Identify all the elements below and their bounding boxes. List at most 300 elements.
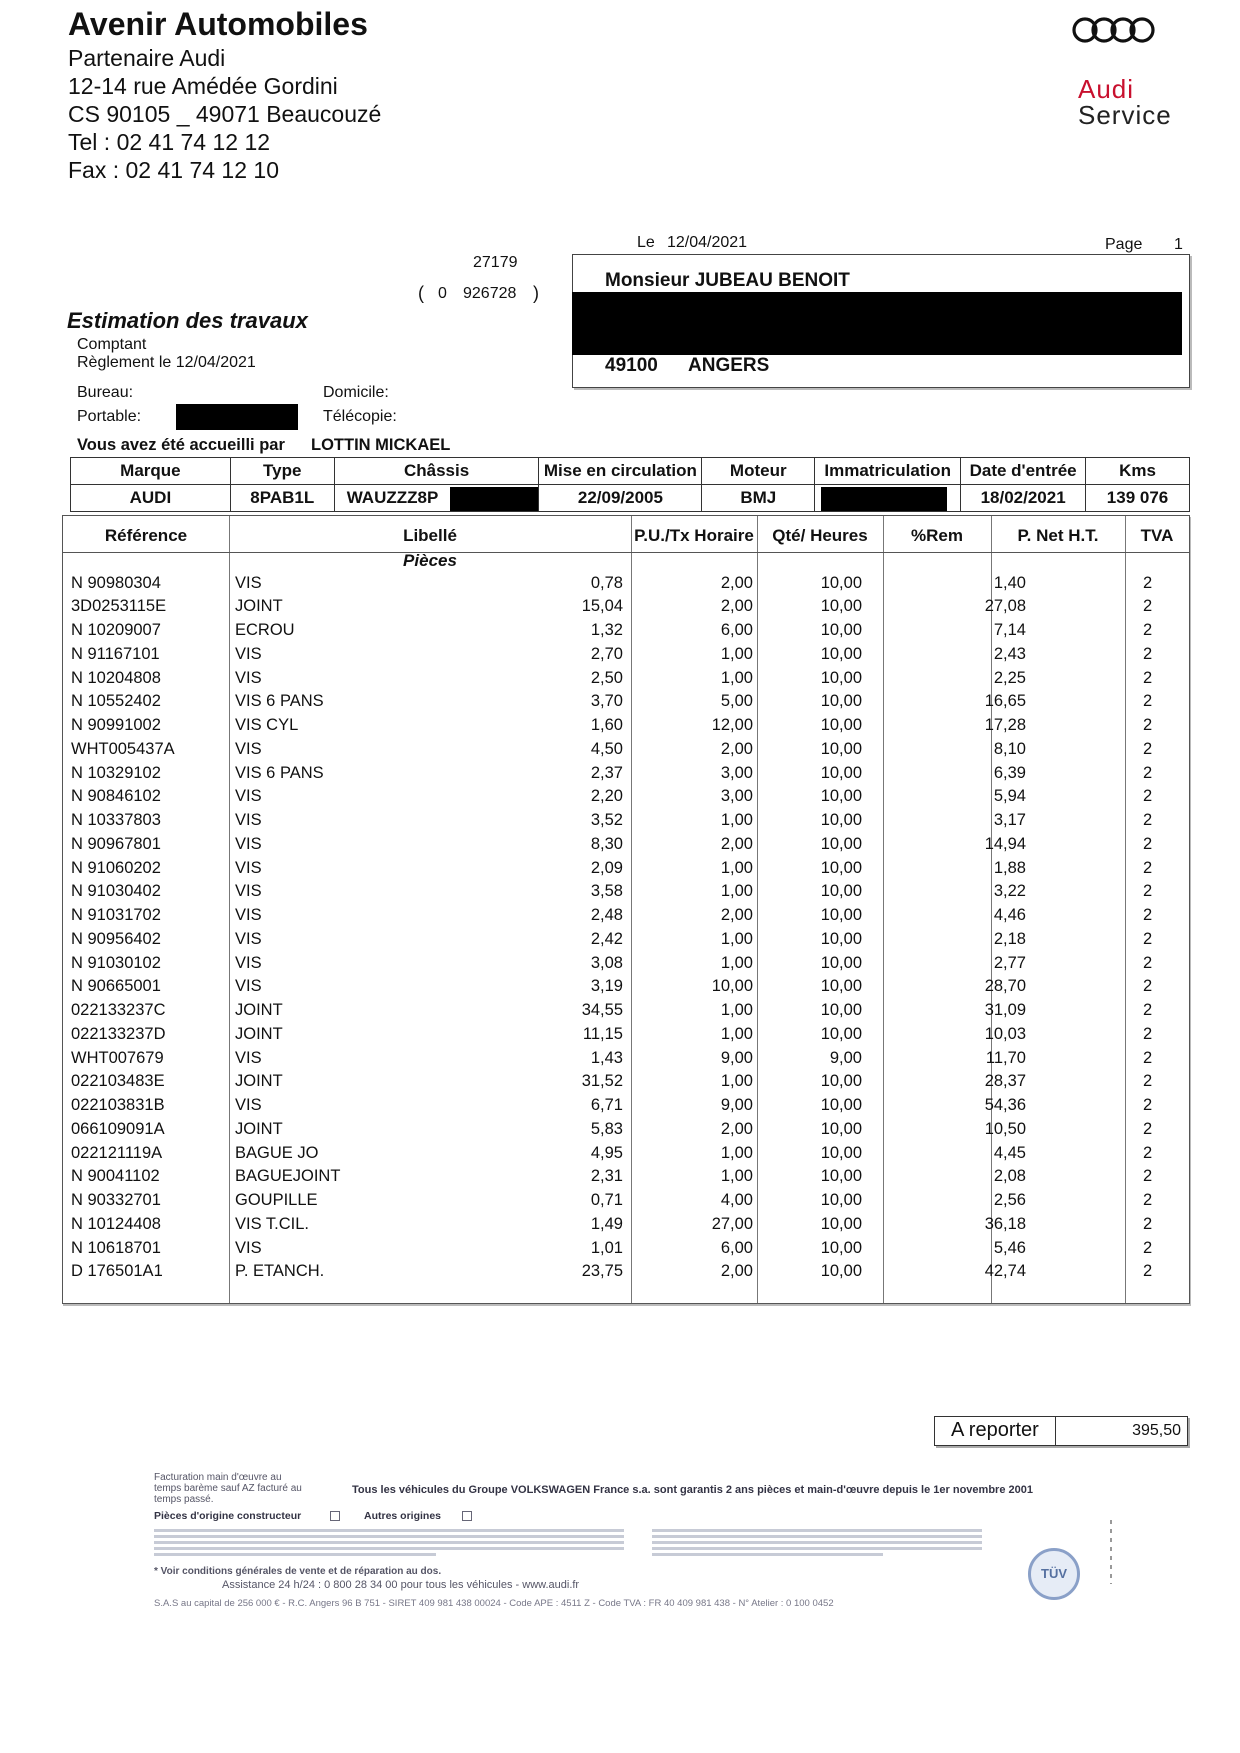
cell-tva: 2 <box>1143 1191 1153 1209</box>
cell-qte: 2,00 <box>720 739 753 758</box>
table-row <box>63 906 1189 930</box>
cell-reference: N 91167101 <box>71 644 160 663</box>
cell-rem: 10,00 <box>820 977 862 996</box>
cell-net: 42,74 <box>984 1262 1026 1281</box>
cell-tva: 2 <box>1143 787 1153 806</box>
table-row <box>63 1049 1189 1073</box>
section-title: Pièces <box>403 551 457 570</box>
client-name: Monsieur JUBEAU BENOIT <box>605 270 850 291</box>
vehicle-header-date-entree: Date d'entrée <box>961 458 1086 485</box>
footer-fine-print-left <box>154 1526 624 1564</box>
cell-tva: 2 <box>1143 716 1153 734</box>
cell-reference: N 10337803 <box>71 811 161 829</box>
vehicle-marque: AUDI <box>71 485 231 512</box>
company-fax: Fax : 02 41 74 12 10 <box>68 157 279 183</box>
company-tel: Tel : 02 41 74 12 12 <box>68 129 271 155</box>
tuv-seal: TÜV <box>1028 1548 1080 1600</box>
cell-libelle: VIS <box>235 1048 262 1067</box>
header-net: P. Net H.T. <box>1017 526 1099 545</box>
cell-pu: 23,75 <box>581 1262 623 1281</box>
cell-rem: 10,00 <box>820 787 862 806</box>
cell-rem: 10,00 <box>820 1238 862 1257</box>
table-row <box>63 574 1189 598</box>
header-rem: %Rem <box>911 526 963 545</box>
vehicle-header-kms: Kms <box>1086 458 1190 485</box>
welcomed-label: Vous avez été accueilli par <box>77 436 285 454</box>
cell-tva: 2 <box>1143 1096 1153 1114</box>
cell-reference: N 90332701 <box>71 1191 161 1209</box>
brand-service: Service <box>1078 100 1172 130</box>
cell-libelle: VIS 6 PANS <box>235 692 324 711</box>
cell-tva: 2 <box>1143 834 1153 853</box>
cell-qte: 2,00 <box>720 834 753 853</box>
cell-reference: WHT005437A <box>71 739 175 758</box>
cell-libelle: VIS CYL <box>235 716 299 734</box>
cell-libelle: VIS <box>235 811 262 829</box>
table-row <box>63 882 1189 906</box>
cell-pu: 1,43 <box>590 1048 623 1067</box>
cell-reference: N 90967801 <box>71 834 161 853</box>
vehicle-value-row <box>71 485 1190 512</box>
table-row <box>63 1072 1189 1096</box>
vehicle-header-chassis: Châssis <box>334 458 539 485</box>
cell-net: 10,50 <box>984 1119 1026 1138</box>
cell-pu: 3,08 <box>590 953 623 972</box>
header-reference: Référence <box>104 526 188 545</box>
table-row <box>63 835 1189 859</box>
cell-net: 14,94 <box>984 834 1026 853</box>
footer-fine-print-right <box>652 1526 982 1564</box>
cell-rem: 10,00 <box>820 692 862 711</box>
cell-libelle: VIS <box>235 739 262 758</box>
company-street: 12-14 rue Amédée Gordini <box>68 73 338 99</box>
report-box <box>934 1416 1188 1446</box>
cell-pu: 11,15 <box>582 1024 623 1043</box>
cell-rem: 10,00 <box>820 1214 862 1233</box>
vehicle-header-marque: Marque <box>71 458 231 485</box>
table-row <box>63 1144 1189 1168</box>
cell-rem: 10,00 <box>820 1167 862 1186</box>
cell-rem: 10,00 <box>820 716 862 734</box>
footer-assistance: Assistance 24 h/24 : 0 800 28 34 00 pour tous les véhicules - www.audi.fr <box>222 1579 580 1591</box>
cell-net: 2,18 <box>993 929 1026 948</box>
cell-qte: 4,00 <box>720 1191 753 1209</box>
cell-rem: 10,00 <box>820 882 862 901</box>
cell-qte: 5,00 <box>720 692 753 711</box>
cell-net: 1,88 <box>993 858 1026 877</box>
cell-pu: 0,71 <box>590 1191 623 1209</box>
vehicle-date-entree: 18/02/2021 <box>961 485 1086 512</box>
cell-reference: N 91030402 <box>71 882 161 901</box>
cell-tva: 2 <box>1143 1119 1153 1138</box>
cell-net: 28,70 <box>984 977 1026 996</box>
cell-net: 7,14 <box>993 621 1026 639</box>
cell-pu: 6,71 <box>590 1096 623 1114</box>
table-row <box>63 1001 1189 1025</box>
cell-net: 10,03 <box>984 1024 1026 1043</box>
header-qte: Qté/ Heures <box>772 526 868 545</box>
cell-net: 31,09 <box>984 1001 1026 1019</box>
cell-qte: 1,00 <box>720 858 753 877</box>
cell-reference: 022103483E <box>71 1072 165 1091</box>
cell-rem: 10,00 <box>820 668 862 687</box>
brand-audi: Audi <box>1078 74 1135 104</box>
cell-rem: 10,00 <box>820 1001 862 1019</box>
table-row <box>63 740 1189 764</box>
cell-net: 2,25 <box>993 668 1026 687</box>
cell-rem: 10,00 <box>820 811 862 829</box>
cell-rem: 10,00 <box>820 953 862 972</box>
vehicle-header-row <box>71 458 1190 485</box>
cell-pu: 0,78 <box>590 573 623 592</box>
cell-libelle: VIS <box>235 858 262 877</box>
cell-rem: 10,00 <box>820 858 862 877</box>
cell-libelle: JOINT <box>235 1119 283 1138</box>
cell-reference: N 10204808 <box>71 668 161 687</box>
table-row <box>63 1262 1189 1286</box>
cell-pu: 15,04 <box>581 597 623 616</box>
cell-reference: 3D0253115E <box>71 597 167 616</box>
footer-guarantee: Tous les véhicules du Groupe VOLKSWAGEN France s.a. sont garantis 2 ans pièces et main-d'œuvre depuis le 1er novembre 2001 <box>352 1484 1033 1496</box>
code-open: ( <box>418 283 424 303</box>
table-row <box>63 954 1189 978</box>
portable-label: Portable: <box>77 408 142 425</box>
cell-libelle: VIS <box>235 668 262 687</box>
cell-reference: N 91060202 <box>71 858 161 877</box>
cell-reference: N 90956402 <box>71 929 161 948</box>
footer-conditions: * Voir conditions générales de vente et de réparation au dos. <box>154 1566 442 1577</box>
cell-reference: N 10329102 <box>71 763 161 782</box>
cell-net: 2,77 <box>993 953 1026 972</box>
cell-qte: 6,00 <box>720 621 753 639</box>
cell-net: 8,10 <box>993 739 1026 758</box>
domicile-label: Domicile: <box>323 384 389 401</box>
vehicle-table <box>70 457 1190 512</box>
cell-tva: 2 <box>1143 1024 1153 1043</box>
cell-pu: 8,30 <box>590 834 623 853</box>
cell-pu: 3,19 <box>590 977 623 996</box>
table-row <box>63 716 1189 740</box>
cell-libelle: BAGUEJOINT <box>235 1167 341 1186</box>
cell-reference: N 90991002 <box>71 716 161 734</box>
cell-libelle: VIS <box>235 644 262 663</box>
cell-reference: N 91030102 <box>71 953 161 972</box>
table-row <box>63 764 1189 788</box>
cell-reference: N 10209007 <box>71 621 161 639</box>
cell-net: 36,18 <box>984 1214 1026 1233</box>
cell-libelle: VIS <box>235 573 262 592</box>
vehicle-kms: 139 076 <box>1086 485 1190 512</box>
client-postcode: 49100 <box>605 355 658 376</box>
cell-libelle: JOINT <box>235 597 283 616</box>
telecopie-label: Télécopie: <box>323 408 397 425</box>
cell-pu: 1,01 <box>590 1238 623 1257</box>
cell-libelle: JOINT <box>235 1072 283 1091</box>
cell-rem: 10,00 <box>820 1024 862 1043</box>
cell-tva: 2 <box>1143 1048 1153 1067</box>
cell-net: 3,22 <box>993 882 1026 901</box>
cell-tva: 2 <box>1143 597 1153 616</box>
cell-pu: 2,37 <box>590 763 623 782</box>
settlement-date: Règlement le 12/04/2021 <box>77 354 256 371</box>
cell-rem: 9,00 <box>829 1048 862 1067</box>
cell-qte: 1,00 <box>720 1001 753 1019</box>
document-title: Estimation des travaux <box>67 308 308 333</box>
code-b: 926728 <box>463 285 517 302</box>
cell-qte: 1,00 <box>720 811 753 829</box>
cell-libelle: VIS <box>235 834 262 853</box>
cell-net: 4,45 <box>993 1143 1026 1162</box>
footer-origin-constructeur: Pièces d'origine constructeur <box>154 1510 302 1522</box>
cell-net: 11,70 <box>985 1048 1026 1067</box>
cell-reference: 066109091A <box>71 1119 165 1138</box>
cell-libelle: VIS <box>235 882 262 901</box>
table-row <box>63 1215 1189 1239</box>
footer-labour-note: Facturation main d'œuvre au temps barème sauf AZ facturé au temps passé. <box>154 1472 302 1505</box>
cell-pu: 2,42 <box>590 929 623 948</box>
table-row <box>63 787 1189 811</box>
report-value: 395,50 <box>1132 1422 1181 1439</box>
cell-qte: 10,00 <box>711 977 753 996</box>
table-row <box>63 692 1189 716</box>
cell-pu: 1,60 <box>590 716 623 734</box>
code-a: 0 <box>438 285 447 302</box>
cell-qte: 1,00 <box>720 953 753 972</box>
cell-net: 54,36 <box>984 1096 1026 1114</box>
table-row <box>63 859 1189 883</box>
checkbox-constructeur <box>330 1511 340 1521</box>
cell-libelle: VIS <box>235 787 262 806</box>
cell-qte: 1,00 <box>720 1167 753 1186</box>
cell-libelle: JOINT <box>235 1001 283 1019</box>
table-row <box>63 1096 1189 1120</box>
cell-libelle: VIS T.CIL. <box>235 1214 309 1233</box>
header-pu: P.U./Tx Horaire <box>634 526 754 545</box>
cell-libelle: VIS <box>235 1238 262 1257</box>
cell-tva: 2 <box>1143 644 1153 663</box>
table-row <box>63 811 1189 835</box>
cell-qte: 6,00 <box>720 1238 753 1257</box>
header-tva: TVA <box>1140 526 1174 545</box>
cell-reference: D 176501A1 <box>71 1262 163 1281</box>
cell-tva: 2 <box>1143 1214 1153 1233</box>
page-label: Page <box>1105 236 1143 253</box>
vehicle-moteur: BMJ <box>702 485 815 512</box>
vehicle-type: 8PAB1L <box>230 485 334 512</box>
table-row <box>63 1025 1189 1049</box>
cell-rem: 10,00 <box>820 739 862 758</box>
footer-origin-autres: Autres origines <box>364 1510 442 1522</box>
client-city: ANGERS <box>688 355 770 376</box>
cell-libelle: VIS <box>235 977 262 996</box>
cell-tva: 2 <box>1143 929 1153 948</box>
cell-tva: 2 <box>1143 621 1153 639</box>
cell-reference: 022133237C <box>71 1001 166 1019</box>
cell-qte: 27,00 <box>711 1214 753 1233</box>
redacted-phone <box>176 404 298 430</box>
cell-qte: 1,00 <box>720 1024 753 1043</box>
cell-tva: 2 <box>1143 906 1153 924</box>
redacted-plate <box>821 487 947 511</box>
cell-tva: 2 <box>1143 858 1153 877</box>
cell-tva: 2 <box>1143 1167 1153 1186</box>
cell-pu: 2,50 <box>590 668 623 687</box>
cell-qte: 1,00 <box>720 1143 753 1162</box>
footer-margin-marks <box>1110 1520 1112 1584</box>
cell-tva: 2 <box>1143 1262 1153 1281</box>
cell-net: 28,37 <box>984 1072 1026 1091</box>
cell-tva: 2 <box>1143 882 1153 901</box>
cell-reference: N 90665001 <box>71 977 161 996</box>
cell-tva: 2 <box>1143 953 1153 972</box>
cell-qte: 9,00 <box>720 1048 753 1067</box>
cell-pu: 3,70 <box>590 692 623 711</box>
cell-net: 1,40 <box>993 573 1026 592</box>
cell-tva: 2 <box>1143 668 1153 687</box>
cell-pu: 2,20 <box>590 787 623 806</box>
cell-reference: N 91031702 <box>71 906 161 924</box>
cell-pu: 4,95 <box>590 1143 623 1162</box>
cell-rem: 10,00 <box>820 597 862 616</box>
table-row <box>63 1239 1189 1263</box>
cell-tva: 2 <box>1143 739 1153 758</box>
cell-rem: 10,00 <box>820 644 862 663</box>
cell-pu: 2,70 <box>590 644 623 663</box>
cell-tva: 2 <box>1143 1143 1153 1162</box>
cell-net: 16,65 <box>984 692 1026 711</box>
table-row <box>63 621 1189 645</box>
page-number: 1 <box>1174 236 1183 253</box>
cell-reference: N 90846102 <box>71 787 161 806</box>
cell-libelle: GOUPILLE <box>235 1191 318 1209</box>
company-partner: Partenaire Audi <box>68 45 226 71</box>
cell-pu: 2,31 <box>590 1167 623 1186</box>
cell-tva: 2 <box>1143 811 1153 829</box>
cell-reference: N 10618701 <box>71 1238 161 1257</box>
cell-rem: 10,00 <box>820 1096 862 1114</box>
table-row <box>63 1191 1189 1215</box>
cell-qte: 9,00 <box>720 1096 753 1114</box>
cell-reference: N 10124408 <box>71 1214 161 1233</box>
table-row <box>63 1120 1189 1144</box>
redacted-address <box>572 292 1182 355</box>
cell-reference: N 90041102 <box>71 1167 160 1186</box>
cell-tva: 2 <box>1143 573 1153 592</box>
table-row <box>63 977 1189 1001</box>
cell-pu: 1,32 <box>590 621 623 639</box>
welcomed-by: LOTTIN MICKAEL <box>311 436 451 454</box>
cell-libelle: P. ETANCH. <box>235 1262 325 1281</box>
table-row <box>63 645 1189 669</box>
doc-number: 27179 <box>473 254 518 271</box>
vehicle-immatriculation <box>815 485 961 512</box>
cell-reference: N 90980304 <box>71 573 161 592</box>
cell-reference: WHT007679 <box>71 1048 164 1067</box>
cell-net: 6,39 <box>993 763 1026 782</box>
payment-mode: Comptant <box>77 336 147 353</box>
vehicle-chassis: WAUZZZ8P <box>334 485 539 512</box>
cell-pu: 1,49 <box>590 1214 623 1233</box>
company-city: CS 90105 _ 49071 Beaucouzé <box>68 101 382 127</box>
cell-libelle: VIS <box>235 929 262 948</box>
cell-qte: 2,00 <box>720 1262 753 1281</box>
cell-reference: 022133237D <box>71 1024 166 1043</box>
checkbox-autres <box>462 1511 472 1521</box>
cell-net: 2,43 <box>993 644 1026 663</box>
vehicle-header-type: Type <box>230 458 334 485</box>
vehicle-mise-en-circulation: 22/09/2005 <box>539 485 702 512</box>
parts-table <box>62 515 1190 1304</box>
table-row <box>63 597 1189 621</box>
doc-date: 12/04/2021 <box>667 234 748 251</box>
cell-libelle: VIS <box>235 953 262 972</box>
cell-tva: 2 <box>1143 763 1153 782</box>
cell-rem: 10,00 <box>820 763 862 782</box>
date-label: Le <box>637 234 655 251</box>
cell-qte: 2,00 <box>720 1119 753 1138</box>
cell-libelle: VIS <box>235 906 262 924</box>
cell-qte: 1,00 <box>720 668 753 687</box>
cell-net: 5,94 <box>993 787 1026 806</box>
vehicle-header-immatriculation: Immatriculation <box>815 458 961 485</box>
cell-rem: 10,00 <box>820 834 862 853</box>
cell-qte: 12,00 <box>711 716 753 734</box>
report-label: A reporter <box>951 1419 1039 1441</box>
footer-legal: S.A.S au capital de 256 000 € - R.C. Angers 96 B 751 - SIRET 409 981 438 00024 - Code APE : 4511 Z - Code TVA : FR 40 409 981 438 - N° Atelier : 0 100 0452 <box>154 1598 834 1609</box>
cell-net: 2,56 <box>993 1191 1026 1209</box>
cell-net: 27,08 <box>984 597 1026 616</box>
cell-pu: 34,55 <box>581 1001 623 1019</box>
cell-pu: 2,09 <box>590 858 623 877</box>
cell-pu: 31,52 <box>581 1072 623 1091</box>
cell-tva: 2 <box>1143 977 1153 996</box>
cell-pu: 2,48 <box>590 906 623 924</box>
cell-qte: 3,00 <box>720 787 753 806</box>
bureau-label: Bureau: <box>77 384 134 401</box>
cell-reference: N 10552402 <box>71 692 161 711</box>
cell-libelle: ECROU <box>235 621 295 639</box>
cell-pu: 3,52 <box>590 811 623 829</box>
cell-net: 17,28 <box>984 716 1026 734</box>
cell-qte: 2,00 <box>720 906 753 924</box>
cell-rem: 10,00 <box>820 906 862 924</box>
table-row <box>63 930 1189 954</box>
cell-qte: 1,00 <box>720 1072 753 1091</box>
cell-rem: 10,00 <box>820 1191 862 1209</box>
cell-net: 4,46 <box>993 906 1026 924</box>
cell-net: 5,46 <box>993 1238 1026 1257</box>
cell-qte: 1,00 <box>720 644 753 663</box>
cell-tva: 2 <box>1143 1001 1153 1019</box>
cell-qte: 2,00 <box>720 597 753 616</box>
cell-rem: 10,00 <box>820 573 862 592</box>
company-name: Avenir Automobiles <box>68 6 368 42</box>
cell-rem: 10,00 <box>820 929 862 948</box>
header-libelle: Libellé <box>403 526 457 545</box>
redacted-chassis <box>450 487 538 511</box>
cell-net: 2,08 <box>993 1167 1026 1186</box>
cell-rem: 10,00 <box>820 1072 862 1091</box>
cell-qte: 1,00 <box>720 929 753 948</box>
cell-libelle: VIS <box>235 1096 262 1114</box>
table-row <box>63 1167 1189 1191</box>
cell-pu: 3,58 <box>590 882 623 901</box>
cell-pu: 4,50 <box>590 739 623 758</box>
cell-libelle: JOINT <box>235 1024 283 1043</box>
audi-rings-icon <box>1070 16 1160 44</box>
cell-qte: 2,00 <box>720 573 753 592</box>
cell-qte: 1,00 <box>720 882 753 901</box>
